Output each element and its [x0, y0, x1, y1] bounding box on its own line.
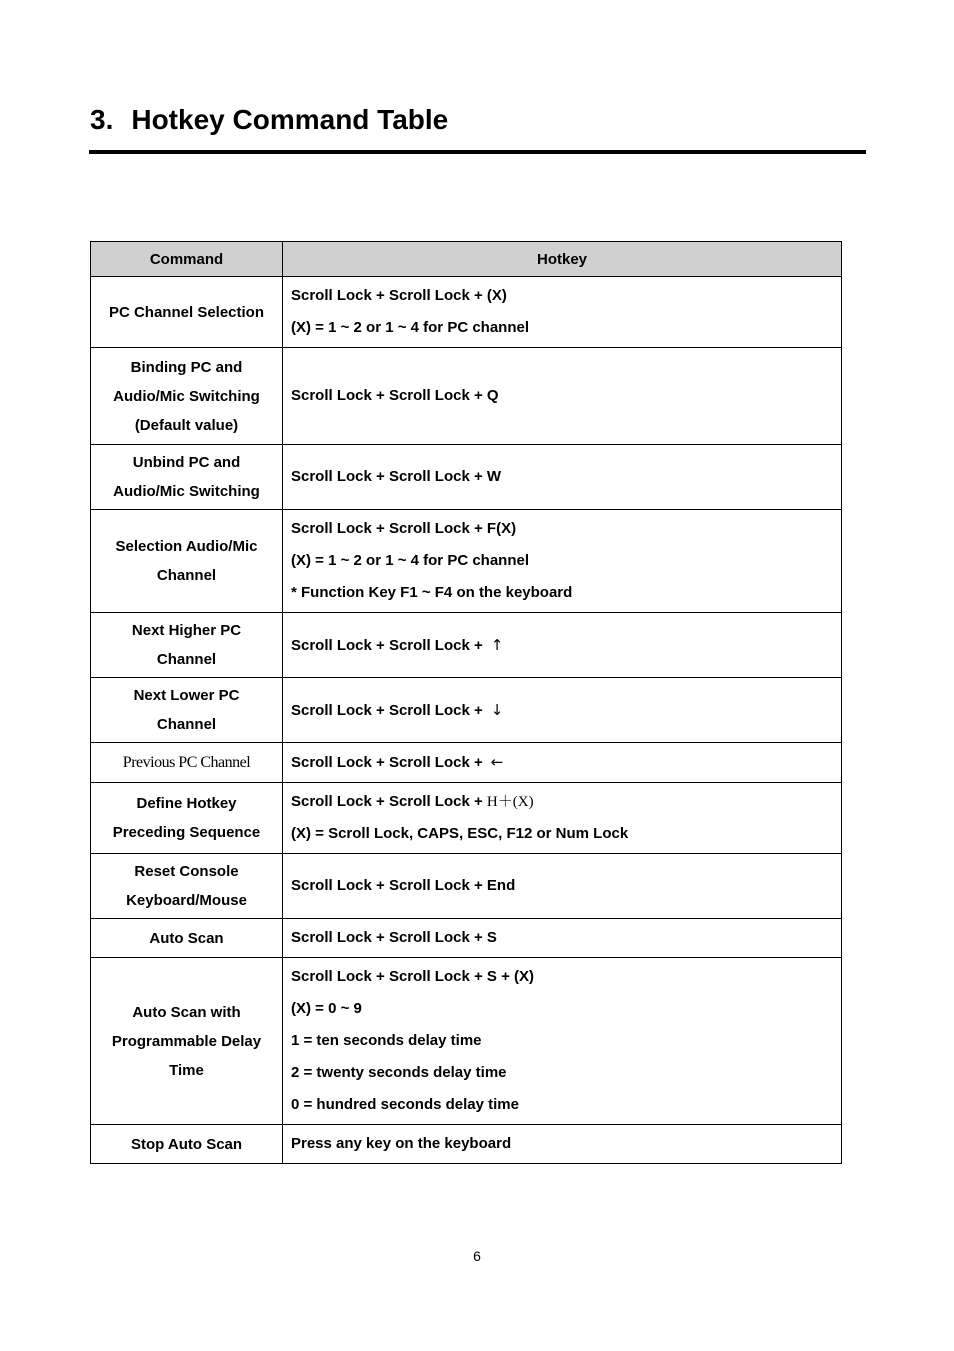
- hotkey-command-table: [90, 241, 842, 1164]
- hotkey-cell: [283, 854, 842, 919]
- hotkey-line: [291, 694, 833, 727]
- command-cell: [91, 1125, 283, 1164]
- command-text: Unbind PC and: [132, 454, 241, 471]
- hotkey-text: Scroll Lock + Scroll Lock +: [291, 754, 483, 771]
- hotkey-suffix: H＋(X): [486, 794, 534, 810]
- table-header-row: [91, 242, 842, 277]
- hotkey-cell: [283, 958, 842, 1125]
- hotkey-cell: [283, 445, 842, 510]
- hotkey-text: Scroll Lock + Scroll Lock + End: [291, 877, 516, 894]
- command-cell: [91, 854, 283, 919]
- hotkey-text: Scroll Lock + Scroll Lock + F(X): [291, 520, 517, 537]
- command-text: Next Higher PC: [131, 622, 242, 639]
- hotkey-cell: [283, 783, 842, 854]
- page-number: 6: [473, 1248, 481, 1264]
- hotkey-text: Scroll Lock + Scroll Lock +: [291, 636, 483, 654]
- command-text: Binding PC and: [130, 358, 243, 376]
- command-text: Define Hotkey: [136, 795, 237, 812]
- hotkey-cell: [283, 678, 842, 743]
- hotkey-text: Scroll Lock + Scroll Lock + W: [291, 468, 502, 485]
- hotkey-note: * Function Key F1 ~ F4 on the keyboard: [291, 584, 573, 601]
- table-row: [91, 743, 842, 783]
- command-text: Auto Scan with: [132, 1003, 241, 1021]
- command-cell: [91, 783, 283, 854]
- hotkey-note: (X) = Scroll Lock, CAPS, ESC, F12 or Num Lock: [291, 825, 629, 842]
- command-cell: [91, 613, 283, 678]
- command-text: PC Channel Selection: [108, 303, 265, 321]
- hotkey-note: (X) = 0 ~ 9: [291, 1000, 362, 1017]
- command-text: Stop Auto Scan: [130, 1135, 243, 1153]
- command-cell: [91, 678, 283, 743]
- command-text: Next Lower PC: [133, 687, 240, 704]
- hotkey-note: (X) = 1 ~ 2 or 1 ~ 4 for PC channel: [291, 319, 530, 336]
- hotkey-note: 0 = hundred seconds delay time: [291, 1096, 519, 1113]
- table-row: [91, 958, 842, 1125]
- arrow-left-icon: ←: [490, 753, 504, 771]
- hotkey-text: Press any key on the keyboard: [291, 1135, 512, 1152]
- table-row: [91, 1125, 842, 1164]
- hotkey-text: Scroll Lock + Scroll Lock +: [291, 701, 483, 719]
- hotkey-cell: [283, 1125, 842, 1164]
- hotkey-cell: [283, 919, 842, 958]
- hotkey-cell: [283, 743, 842, 783]
- command-cell: [91, 743, 283, 783]
- arrow-up-icon: ↑: [490, 635, 504, 654]
- hotkey-cell: [283, 510, 842, 613]
- hotkey-text: Scroll Lock + Scroll Lock +: [291, 793, 483, 810]
- hotkey-text: Scroll Lock + Scroll Lock + (X): [291, 287, 507, 304]
- command-cell: [91, 510, 283, 613]
- table-row: [91, 445, 842, 510]
- table-row: [91, 277, 842, 348]
- hotkey-line: [291, 629, 833, 662]
- command-text: Audio/Mic Switching: [113, 483, 260, 500]
- table-row: [91, 348, 842, 445]
- command-cell: [91, 919, 283, 958]
- hotkey-cell: [283, 348, 842, 445]
- hotkey-note: 2 = twenty seconds delay time: [291, 1064, 507, 1081]
- hotkey-text: Scroll Lock + Scroll Lock + S: [291, 929, 497, 946]
- hotkey-note: (X) = 1 ~ 2 or 1 ~ 4 for PC channel: [291, 552, 530, 569]
- table-row: [91, 613, 842, 678]
- section-heading: [90, 100, 448, 140]
- hotkey-line: [291, 746, 833, 779]
- hotkey-line: [291, 786, 833, 818]
- command-text: Keyboard/Mouse: [126, 892, 247, 909]
- hotkey-text: Scroll Lock + Scroll Lock + Q: [291, 387, 499, 404]
- command-text: Channel: [156, 567, 217, 584]
- hotkey-cell: [283, 277, 842, 348]
- arrow-down-icon: ↓: [490, 700, 504, 719]
- command-cell: [91, 277, 283, 348]
- table-row: [91, 783, 842, 854]
- table-row: [91, 854, 842, 919]
- command-text: Programmable Delay: [111, 1032, 262, 1050]
- command-text: Channel: [156, 651, 217, 668]
- section-number: 3.: [90, 104, 114, 135]
- command-text: Auto Scan: [149, 929, 224, 947]
- command-text: Preceding Sequence: [112, 824, 261, 841]
- command-cell: [91, 958, 283, 1125]
- command-text: Audio/Mic Switching: [113, 387, 260, 405]
- command-text: Selection Audio/Mic: [115, 538, 258, 555]
- column-header-command: Command: [91, 242, 283, 277]
- hotkey-text: Scroll Lock + Scroll Lock + S + (X): [291, 968, 535, 985]
- command-text: (Default value): [134, 416, 239, 434]
- command-cell: [91, 348, 283, 445]
- heading-rule: [89, 150, 866, 154]
- command-text: Channel: [156, 716, 217, 733]
- hotkey-cell: [283, 613, 842, 678]
- command-text: Reset Console: [134, 863, 239, 880]
- hotkey-note: 1 = ten seconds delay time: [291, 1032, 482, 1049]
- command-cell: [91, 445, 283, 510]
- command-text: Previous PC Channel: [122, 754, 251, 771]
- command-text: Time: [169, 1061, 204, 1079]
- table-row: [91, 919, 842, 958]
- column-header-hotkey: Hotkey: [283, 242, 842, 277]
- table-row: [91, 510, 842, 613]
- table-row: [91, 678, 842, 743]
- section-title: Hotkey Command Table: [131, 104, 449, 135]
